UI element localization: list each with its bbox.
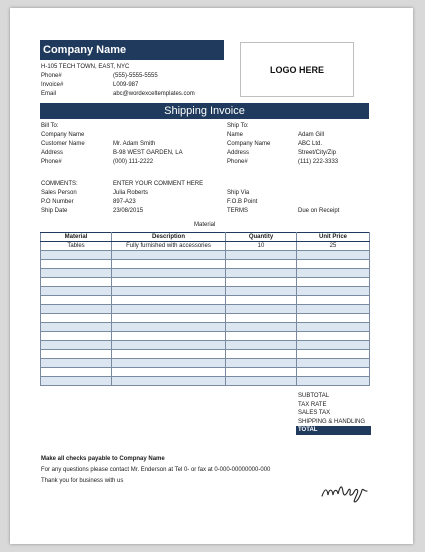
table-row xyxy=(41,350,370,359)
cell-description xyxy=(112,269,226,278)
cell-description: Fully furnished with accessories xyxy=(112,242,226,251)
cell-material xyxy=(41,368,112,377)
cell-unit-price xyxy=(297,287,370,296)
cell-material xyxy=(41,332,112,341)
table-row xyxy=(41,359,370,368)
cell-unit-price xyxy=(297,368,370,377)
bill-to-heading: Bill To: xyxy=(41,123,59,129)
cell-quantity xyxy=(226,278,297,287)
bill-to-address-value: B-98 WEST GARDEN, LA xyxy=(113,150,183,156)
comments-value: ENTER YOUR COMMENT HERE xyxy=(113,181,204,187)
cell-description xyxy=(112,350,226,359)
cell-unit-price xyxy=(297,359,370,368)
cell-quantity xyxy=(226,377,297,386)
header-material: Material xyxy=(41,233,112,242)
cell-unit-price: 25 xyxy=(297,242,370,251)
ship-date-label: Ship Date xyxy=(41,208,68,214)
po-number-label: P.O Number xyxy=(41,199,74,205)
ship-via-label: Ship Via xyxy=(227,190,250,196)
cell-quantity xyxy=(226,296,297,305)
bill-to-company-label: Company Name xyxy=(41,132,85,138)
comments-label: COMMENTS: xyxy=(41,181,78,187)
cell-unit-price xyxy=(297,314,370,323)
bill-to-address-label: Address xyxy=(41,150,64,156)
cell-description xyxy=(112,341,226,350)
cell-unit-price xyxy=(297,269,370,278)
cell-description xyxy=(112,359,226,368)
cell-quantity xyxy=(226,269,297,278)
cell-unit-price xyxy=(297,251,370,260)
cell-material xyxy=(41,350,112,359)
ship-to-company-label: Company Name xyxy=(227,141,271,147)
table-caption: Material xyxy=(194,222,216,228)
subtotal-label: SUBTOTAL xyxy=(298,393,330,399)
total-label: TOTAL xyxy=(296,426,371,435)
cell-description xyxy=(112,251,226,260)
header-quantity: Quantity xyxy=(226,233,297,242)
cell-description xyxy=(112,296,226,305)
cell-unit-price xyxy=(297,305,370,314)
cell-description xyxy=(112,287,226,296)
cell-quantity xyxy=(226,341,297,350)
header-unit-price: Unit Price xyxy=(297,233,370,242)
table-row xyxy=(41,251,370,260)
company-name-bar: Company Name xyxy=(40,40,224,60)
cell-description xyxy=(112,368,226,377)
cell-unit-price xyxy=(297,323,370,332)
thank-you-note: Thank you for business with us xyxy=(41,478,124,484)
cell-unit-price xyxy=(297,296,370,305)
company-phone-value: (555)-5555-5555 xyxy=(113,73,158,79)
cell-quantity xyxy=(226,332,297,341)
ship-to-name-label: Name xyxy=(227,132,244,138)
shipping-label: SHIPPING & HANDLING xyxy=(298,418,366,425)
invoice-page xyxy=(10,8,413,544)
cell-description xyxy=(112,278,226,287)
cell-description xyxy=(112,323,226,332)
items-table xyxy=(40,232,370,386)
cell-material xyxy=(41,296,112,305)
cell-quantity: 10 xyxy=(226,242,297,251)
invoice-title: Shipping Invoice xyxy=(40,103,369,119)
cell-material xyxy=(41,278,112,287)
cell-unit-price xyxy=(297,260,370,269)
table-row xyxy=(41,296,370,305)
company-email-value: abc@wordexceltemplates.com xyxy=(113,91,195,97)
cell-quantity xyxy=(226,260,297,269)
cell-material xyxy=(41,251,112,260)
header-description: Description xyxy=(112,233,226,242)
cell-description xyxy=(112,377,226,386)
ship-to-address-value: Street/City/Zip xyxy=(298,150,337,156)
cell-description xyxy=(112,305,226,314)
bill-to-phone-label: Phone# xyxy=(41,159,62,165)
sales-person-label: Sales Person xyxy=(41,190,77,196)
company-invoice-value: L009-987 xyxy=(113,82,139,88)
signature-image xyxy=(320,480,372,504)
ship-to-phone-label: Phone# xyxy=(227,159,248,165)
ship-to-phone-value: (111) 222-3333 xyxy=(298,159,339,165)
tax-rate-label: TAX RATE xyxy=(298,401,327,408)
cell-material xyxy=(41,377,112,386)
ship-to-name-value: Adam Gill xyxy=(298,132,325,138)
fob-point-label: F.O.B Point xyxy=(227,199,258,205)
bill-to-phone-value: (000) 111-2222 xyxy=(113,159,154,165)
cell-material xyxy=(41,287,112,296)
table-row xyxy=(41,260,370,269)
table-header-row xyxy=(41,233,370,242)
bill-to-customer-value: Mr. Adam Smith xyxy=(113,141,156,147)
cell-unit-price xyxy=(297,341,370,350)
cell-quantity xyxy=(226,287,297,296)
cell-quantity xyxy=(226,314,297,323)
cell-description xyxy=(112,314,226,323)
cell-unit-price xyxy=(297,377,370,386)
cell-description xyxy=(112,260,226,269)
cell-quantity xyxy=(226,251,297,260)
cell-quantity xyxy=(226,359,297,368)
table-row xyxy=(41,314,370,323)
cell-material: Tables xyxy=(41,242,112,251)
ship-to-company-value: ABC Ltd. xyxy=(298,141,323,147)
cell-description xyxy=(112,332,226,341)
company-invoice-label: Invoice# xyxy=(41,82,64,88)
bill-to-customer-label: Customer Name xyxy=(41,141,85,147)
cell-material xyxy=(41,314,112,323)
table-row xyxy=(41,269,370,278)
table-row xyxy=(41,323,370,332)
terms-value: Due on Receipt xyxy=(298,208,340,214)
table-row xyxy=(41,305,370,314)
sales-tax-label: SALES TAX xyxy=(298,410,331,417)
cell-material xyxy=(41,269,112,278)
cell-quantity xyxy=(226,323,297,332)
table-row xyxy=(41,287,370,296)
cell-material xyxy=(41,359,112,368)
cell-quantity xyxy=(226,350,297,359)
totals-block xyxy=(296,392,371,435)
terms-label: TERMS xyxy=(227,208,248,214)
po-number-value: 897-A23 xyxy=(113,199,136,205)
logo-placeholder: LOGO HERE xyxy=(240,42,354,97)
cell-quantity xyxy=(226,368,297,377)
ship-date-value: 23/08/2015 xyxy=(113,208,144,214)
cell-unit-price xyxy=(297,278,370,287)
checks-payable-note: Make all checks payable to Compnay Name xyxy=(41,456,165,462)
table-row xyxy=(41,341,370,350)
table-row xyxy=(41,332,370,341)
cell-material xyxy=(41,341,112,350)
table-row xyxy=(41,368,370,377)
cell-unit-price xyxy=(297,350,370,359)
table-row xyxy=(41,278,370,287)
questions-note: For any questions please contact Mr. Enderson at Tel 0- or fax at 0-000-00000000-000 xyxy=(41,467,271,473)
company-phone-label: Phone# xyxy=(41,73,62,79)
ship-to-heading: Ship To: xyxy=(227,123,249,129)
cell-quantity xyxy=(226,305,297,314)
table-row xyxy=(41,242,370,251)
sales-person-value: Julia Roberts xyxy=(113,190,149,196)
table-row xyxy=(41,377,370,386)
cell-material xyxy=(41,323,112,332)
cell-unit-price xyxy=(297,332,370,341)
cell-material xyxy=(41,305,112,314)
ship-to-address-label: Address xyxy=(227,150,250,156)
company-email-label: Email xyxy=(41,91,57,97)
company-address: H-105 TECH TOWN, EAST, NYC xyxy=(41,64,130,70)
cell-material xyxy=(41,260,112,269)
